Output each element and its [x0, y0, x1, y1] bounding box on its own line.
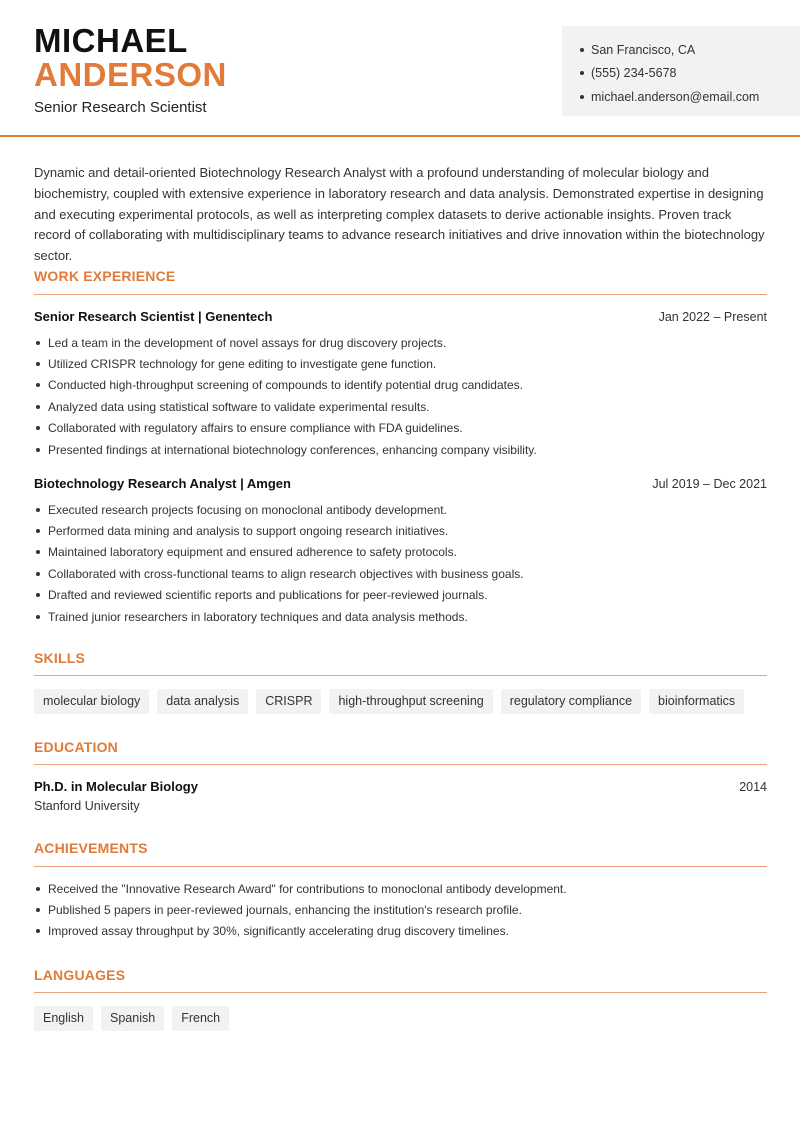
bullet-text: Improved assay throughput by 30%, significantly accelerating drug discovery timelines. — [48, 924, 509, 939]
bullet-icon — [580, 95, 584, 99]
contact-email[interactable] — [580, 85, 800, 109]
section-divider — [34, 866, 767, 867]
achievement-bullets — [34, 878, 767, 942]
bullet-text: Utilized CRISPR technology for gene editing to investigate gene function. — [48, 357, 437, 372]
skill-tag: molecular biology — [34, 689, 149, 714]
list-item — [34, 418, 767, 439]
job-header — [34, 476, 767, 491]
contact-box — [562, 26, 800, 116]
list-item — [34, 878, 767, 899]
section-divider — [34, 294, 767, 295]
bullet-text: Executed research projects focusing on monoclonal antibody development. — [48, 502, 447, 517]
list-item — [34, 396, 767, 417]
bullet-icon — [36, 362, 40, 366]
location-text: San Francisco, CA — [591, 42, 696, 57]
bullet-icon — [36, 887, 40, 891]
graduation-year: 2014 — [739, 780, 767, 794]
bullet-text: Presented findings at international biotechnology conferences, enhancing company visibility. — [48, 442, 537, 457]
job-role: Biotechnology Research Analyst | Amgen — [34, 476, 291, 491]
bullet-icon — [36, 572, 40, 576]
bullet-icon — [36, 929, 40, 933]
bullet-icon — [36, 529, 40, 533]
bullet-icon — [36, 426, 40, 430]
list-item — [34, 606, 767, 627]
section-divider — [34, 992, 767, 993]
language-tags — [34, 1006, 229, 1031]
section-title-education: EDUCATION — [34, 739, 118, 755]
bullet-icon — [36, 593, 40, 597]
list-item — [34, 520, 767, 541]
list-item — [34, 563, 767, 584]
section-divider — [34, 675, 767, 676]
skill-tag: CRISPR — [256, 689, 321, 714]
list-item — [34, 499, 767, 520]
bullet-text: Trained junior researchers in laboratory techniques and data analysis methods. — [48, 609, 468, 624]
skill-tag: high-throughput screening — [329, 689, 492, 714]
bullet-text: Published 5 papers in peer-reviewed journals, enhancing the institution's research profile. — [48, 903, 522, 918]
email-text[interactable]: michael.anderson@email.com — [591, 89, 760, 104]
skill-tag: data analysis — [157, 689, 248, 714]
job-dates: Jan 2022 – Present — [658, 310, 767, 324]
job-role: Senior Research Scientist | Genentech — [34, 309, 273, 324]
job-title: Senior Research Scientist — [34, 99, 207, 116]
education-header — [34, 779, 767, 794]
skill-tag: regulatory compliance — [501, 689, 641, 714]
list-item — [34, 899, 767, 920]
list-item — [34, 332, 767, 353]
bullet-icon — [36, 405, 40, 409]
bullet-icon — [36, 908, 40, 912]
bullet-text: Maintained laboratory equipment and ensured adherence to safety protocols. — [48, 545, 457, 560]
bullet-icon — [36, 448, 40, 452]
job-bullets — [34, 499, 767, 627]
bullet-text: Conducted high-throughput screening of compounds to identify potential drug candidates. — [48, 378, 523, 393]
bullet-text: Performed data mining and analysis to support ongoing research initiatives. — [48, 524, 449, 539]
section-title-languages: LANGUAGES — [34, 967, 126, 983]
skills-tags — [34, 689, 744, 714]
contact-location — [580, 38, 800, 62]
resume-header — [0, 0, 800, 137]
bullet-icon — [580, 48, 584, 52]
bullet-icon — [36, 383, 40, 387]
contact-phone — [580, 62, 800, 86]
degree: Ph.D. in Molecular Biology — [34, 779, 198, 794]
bullet-text: Led a team in the development of novel assays for drug discovery projects. — [48, 335, 447, 350]
bullet-text: Drafted and reviewed scientific reports and publications for peer-reviewed journals. — [48, 588, 488, 603]
summary-paragraph: Dynamic and detail-oriented Biotechnology Research Analyst with a profound understanding of molecular biology and biochemistry, coupled with extensive experience in laboratory research and data analysis. Demonstrated expertise in designing and executing experimental protocols, as well as interpreting complex datasets to derive actionable insights. Proven track record of collaborating with multidisciplinary teams to advance research initiatives and drive innovation within the biotechnology sector. — [34, 165, 765, 264]
job-bullets — [34, 332, 767, 460]
list-item — [34, 921, 767, 942]
bullet-icon — [36, 341, 40, 345]
phone-text: (555) 234-5678 — [591, 66, 677, 81]
job-dates: Jul 2019 – Dec 2021 — [652, 477, 767, 491]
section-title-achievements: ACHIEVEMENTS — [34, 840, 148, 856]
section-divider — [34, 764, 767, 765]
list-item — [34, 353, 767, 374]
bullet-text: Analyzed data using statistical software to validate experimental results. — [48, 399, 430, 414]
first-name: MICHAEL — [34, 22, 188, 59]
language-tag: Spanish — [101, 1006, 164, 1031]
job-header — [34, 309, 767, 324]
language-tag: English — [34, 1006, 93, 1031]
language-tag: French — [172, 1006, 229, 1031]
skill-tag: bioinformatics — [649, 689, 744, 714]
bullet-text: Collaborated with cross-functional teams to align research objectives with business goals. — [48, 566, 524, 581]
list-item — [34, 375, 767, 396]
school-name: Stanford University — [34, 799, 140, 813]
list-item — [34, 542, 767, 563]
section-title-skills: SKILLS — [34, 650, 85, 666]
list-item — [34, 585, 767, 606]
bullet-text: Collaborated with regulatory affairs to ensure compliance with FDA guidelines. — [48, 421, 463, 436]
section-title-work: WORK EXPERIENCE — [34, 268, 176, 284]
list-item — [34, 439, 767, 460]
bullet-icon — [580, 71, 584, 75]
bullet-icon — [36, 615, 40, 619]
bullet-text: Received the "Innovative Research Award" for contributions to monoclonal antibody development. — [48, 881, 567, 896]
last-name: ANDERSON — [34, 56, 227, 93]
bullet-icon — [36, 550, 40, 554]
bullet-icon — [36, 508, 40, 512]
